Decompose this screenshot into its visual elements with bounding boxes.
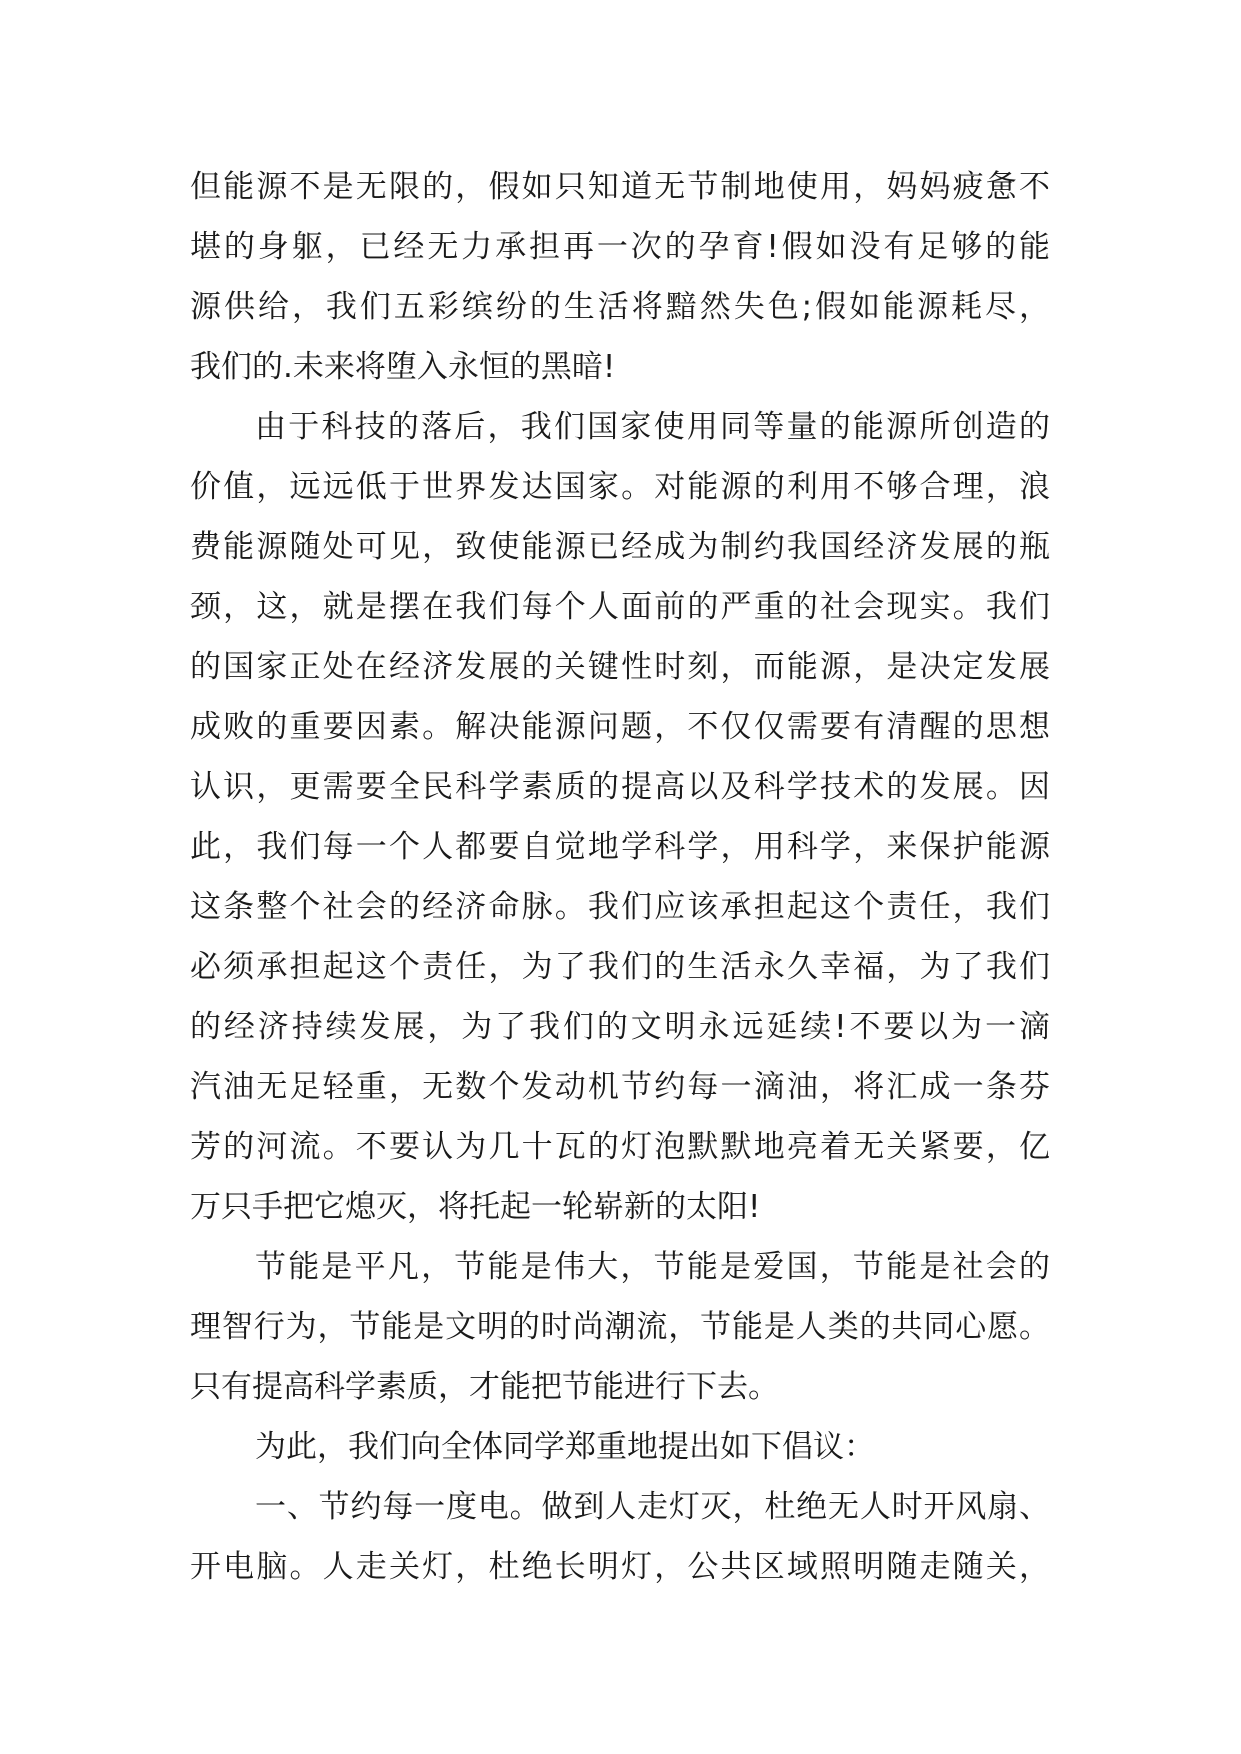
- text-line: 的国家正处在经济发展的关键性时刻，而能源，是决定发展: [190, 649, 1050, 685]
- text-line: 芳的河流。不要认为几十瓦的灯泡默默地亮着无关紧要，亿: [190, 1129, 1050, 1165]
- text-line: 此，我们每一个人都要自觉地学科学，用科学，来保护能源: [190, 829, 1050, 865]
- text-line: 理智行为，节能是文明的时尚潮流，节能是人类的共同心愿。: [190, 1309, 1050, 1345]
- text-line: 我们的.未来将堕入永恒的黑暗!: [190, 349, 616, 385]
- text-line: 成败的重要因素。解决能源问题，不仅仅需要有清醒的思想: [190, 709, 1050, 745]
- text-line: 汽油无足轻重，无数个发动机节约每一滴油，将汇成一条芬: [190, 1069, 1050, 1105]
- text-line: 只有提高科学素质，才能把节能进行下去。: [190, 1369, 779, 1405]
- text-line: 认识，更需要全民科学素质的提高以及科学技术的发展。因: [190, 769, 1050, 805]
- text-line: 的经济持续发展，为了我们的文明永远延续!不要以为一滴: [190, 1009, 1050, 1045]
- text-line: 但能源不是无限的，假如只知道无节制地使用，妈妈疲惫不: [190, 169, 1050, 205]
- paragraph-first-line: 由于科技的落后，我们国家使用同等量的能源所创造的: [255, 409, 1050, 445]
- text-line: 价值，远远低于世界发达国家。对能源的利用不够合理，浪: [190, 469, 1050, 505]
- text-line: 颈，这，就是摆在我们每个人面前的严重的社会现实。我们: [190, 589, 1050, 625]
- text-line: 这条整个社会的经济命脉。我们应该承担起这个责任，我们: [190, 889, 1050, 925]
- paragraph-first-line: 一、节约每一度电。做到人走灯灭，杜绝无人时开风扇、: [255, 1489, 1050, 1525]
- text-line: 堪的身躯，已经无力承担再一次的孕育!假如没有足够的能: [190, 229, 1050, 265]
- paragraph-first-line: 为此，我们向全体同学郑重地提出如下倡议：: [255, 1429, 875, 1465]
- text-line: 必须承担起这个责任，为了我们的生活永久幸福，为了我们: [190, 949, 1050, 985]
- text-line: 源供给，我们五彩缤纷的生活将黯然失色;假如能源耗尽，: [190, 289, 1050, 325]
- paragraph-first-line: 节能是平凡，节能是伟大，节能是爱国，节能是社会的: [255, 1249, 1050, 1285]
- text-line: 开电脑。人走关灯，杜绝长明灯，公共区域照明随走随关，: [190, 1549, 1050, 1585]
- text-line: 费能源随处可见，致使能源已经成为制约我国经济发展的瓶: [190, 529, 1050, 565]
- text-line: 万只手把它熄灭，将托起一轮崭新的太阳!: [190, 1189, 761, 1225]
